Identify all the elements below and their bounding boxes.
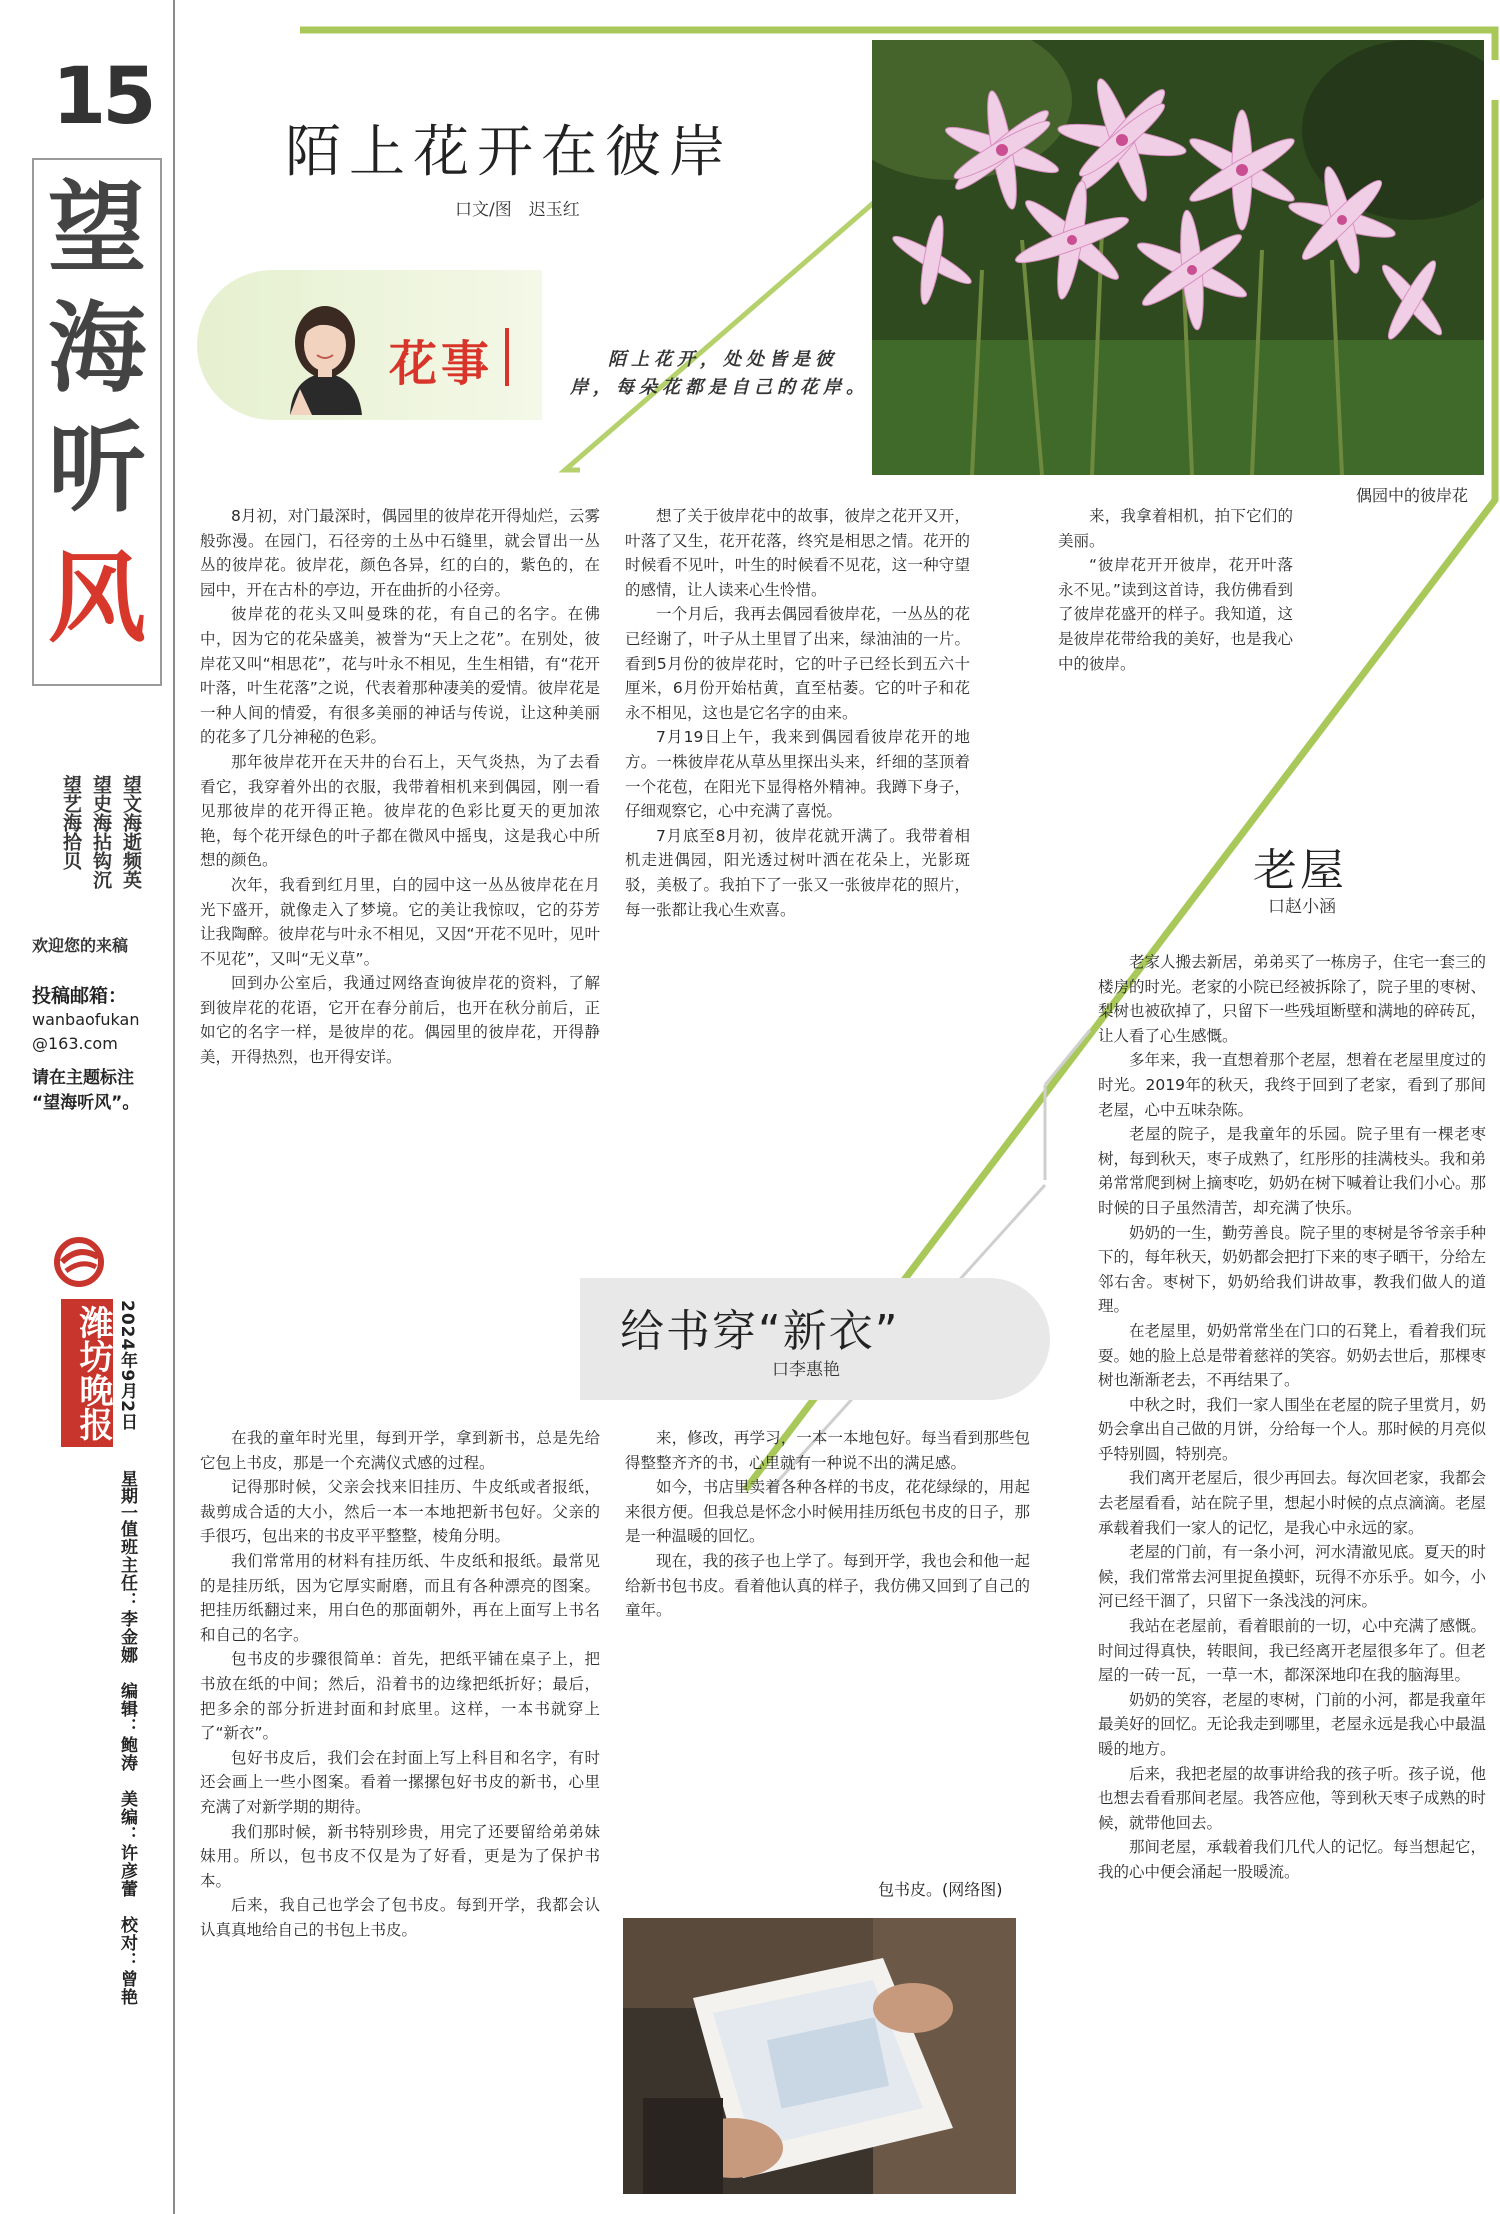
article2-byline: 口赵小涵 (1268, 897, 1336, 917)
paragraph: 中秋之时，我们一家人围坐在老屋的院子里赏月，奶奶会拿出自己做的月饼，分给每一个人。那时候的月亮似乎特别圆，特别亮。 (1098, 1395, 1486, 1463)
paragraph: 后来，我自己也学会了包书皮。每到开学，我都会认认真真地给自己的书包上书皮。 (200, 1896, 600, 1939)
submit-email: @163.com (32, 1034, 118, 1053)
paragraph: 回到办公室后，我通过网络查询彼岸花的资料，了解到彼岸花的花语，它开在春分前后，也开在秋分前后，正如它的名字一样，是彼岸的花。偶园里的彼岸花，开得静美，开得热烈，也开得安详。 (200, 974, 600, 1067)
article1-column-3 (1058, 504, 1293, 804)
paragraph: 我们常常用的材料有挂历纸、牛皮纸和报纸。最常见的是挂历纸，因为它厚实耐磨，而且有各种漂亮的图案。把挂历纸翻过来，用白色的那面朝外，再在上面写上书名和自己的名字。 (200, 1551, 600, 1644)
paragraph: 老屋的门前，有一条小河，河水清澈见底。夏天的时候，我们常常去河里捉鱼摸虾，玩得不亦乐乎。如今，小河已经干涸了，只留下一条浅浅的河床。 (1098, 1543, 1486, 1611)
submit-email: wanbaofukan (32, 1010, 140, 1029)
paragraph: 现在，我的孩子也上学了。每到开学，我也会和他一起给新书包书皮。看着他认真的样子，我仿佛又回到了自己的童年。 (625, 1551, 1030, 1620)
article1-byline: 口文/图 迟玉红 (455, 200, 580, 220)
paragraph: 我们离开老屋后，很少再回去。每次回老家，我都会去老屋看看，站在院子里，想起小时候的点点滴滴。老屋承载着我们一家人的记忆，是我心中永远的家。 (1098, 1469, 1486, 1537)
article2-title: 老屋 (1253, 845, 1347, 896)
paragraph: 我站在老屋前，看着眼前的一切，心中充满了感慨。时间过得真快，转眼间，我已经离开老屋很多年了。但老屋的一砖一瓦，一草一木，都深深地印在我的脑海里。 (1098, 1617, 1486, 1685)
column-name-char: 海 (47, 291, 146, 406)
article3-byline: 口李惠艳 (772, 1360, 840, 1380)
paragraph: 包好书皮后，我们会在封面上写上科目和名字，有时还会画上一些小图案。看着一摞摞包好书皮的新书，心里充满了对新学期的期待。 (200, 1748, 600, 1816)
author-portrait-icon (270, 287, 380, 415)
paragraph: 后来，我把老屋的故事讲给我的孩子听。孩子说，他也想去看看那间老屋。我答应他，等到秋天枣子成熟的时候，就带他回去。 (1098, 1764, 1486, 1832)
paragraph: 想了关于彼岸花中的故事，彼岸之花开又开，叶落了又生，花开花落，终究是相思之情。花开的时候看不见叶，叶生的时候看不见花，这一种守望的感情，让人读来心生怜惜。 (625, 507, 970, 599)
column-tag-bar (505, 328, 509, 386)
article3-column-2 (625, 1426, 1030, 1866)
welcome-text: 欢迎您的来稿 (32, 936, 129, 955)
photo-caption: 偶园中的彼岸花 (1356, 486, 1469, 505)
paragraph: 包书皮的步骤很简单：首先，把纸平铺在桌子上，把书放在纸的中间；然后，沿着书的边缘把纸折好；最后，把多余的部分折进封面和封底里。这样，一本书就穿上了“新衣”。 (200, 1650, 600, 1743)
article1-column-1 (200, 504, 600, 1268)
article1-title: 陌上花开在彼岸 (285, 120, 733, 185)
paragraph: 记得那时候，父亲会找来旧挂历、牛皮纸或者报纸，裁剪成合适的大小，然后一本一本地把新书包好。父亲的手很巧，包出来的书皮平平整整，棱角分明。 (200, 1478, 600, 1546)
column-name-char: 望 (47, 171, 146, 286)
weekday: 星期一 (117, 1470, 137, 1521)
article3-title: 给书穿“新衣” (620, 1306, 900, 1357)
paragraph: “彼岸花开开彼岸，花开叶落永不见。”读到这首诗，我仿佛看到了彼岸花盛开的样子。我知道，这是彼岸花带给我的美好，也是我心中的彼岸。 (1058, 556, 1293, 673)
article3-column-1 (200, 1426, 600, 2196)
paragraph: 如今，书店里卖着各种各样的书皮，花花绿绿的，用起来很方便。但我总是怀念小时候用挂历纸包书皮的日子，那是一种温暖的回忆。 (625, 1478, 1030, 1546)
paragraph: 7月19日上午，我来到偶园看彼岸花开的地方。一株彼岸花从草丛里探出头来，纤细的茎顶着一个花苞，在阳光下显得格外精神。我蹲下身子，仔细观察它，心中充满了喜悦。 (625, 728, 970, 821)
paragraph: 老家人搬去新居，弟弟买了一栋房子，住宅一套三的楼房的时光。老家的小院已经被拆除了，院子里的枣树、梨树也被砍掉了，只留下一些残垣断壁和满地的碎砖瓦，让人看了心生感慨。 (1098, 953, 1486, 1045)
paragraph: 那间老屋，承载着我们几代人的记忆。每当想起它，我的心中便会涌起一股暖流。 (1098, 1838, 1486, 1881)
staff-credits: 值班主任：李金娜 编辑：鲍涛 美编：许彦蕾 校对：曾艳 (117, 1520, 137, 2006)
submit-note: 请在主题标注 (32, 1068, 134, 1088)
article1-blurb: 岸，每朵花都是自己的花岸。 (570, 377, 869, 398)
paragraph: 8月初，对门最深时，偶园里的彼岸花开得灿烂，云雾般弥漫。在园门，石径旁的土丛中石缝里，就会冒出一丛丛的彼岸花。彼岸花，颜色各异，红的白的，紫色的，在园中，开在古朴的亭边，开在曲折的小径旁。 (200, 507, 600, 599)
paragraph: 奶奶的一生，勤劳善良。院子里的枣树是爷爷亲手种下的，每年秋天，奶奶都会把打下来的枣子晒干，分给左邻右舍。枣树下，奶奶给我们讲故事，教我们做人的道理。 (1098, 1223, 1486, 1316)
photo-caption: 包书皮。(网络图) (878, 1880, 1003, 1899)
paragraph: 在老屋里，奶奶常常坐在门口的石凳上，看着我们玩耍。她的脸上总是带着慈祥的笑容。奶奶去世后，那棵枣树也渐渐老去，不再结果了。 (1098, 1321, 1486, 1390)
article1-blurb: 陌上花开，处处皆是彼 (608, 349, 838, 370)
submit-label: 投稿邮箱： (32, 985, 128, 1007)
article1-column-2 (625, 504, 970, 1229)
paragraph: 多年来，我一直想着那个老屋，想着在老屋里度过的时光。2019年的秋天，我终于回到了老家，看到了那间老屋，心中五味杂陈。 (1098, 1051, 1486, 1119)
paragraph: 那年彼岸花开在天井的台石上，天气炎热，为了去看看它，我穿着外出的衣服，我带着相机来到偶园，刚一看见那彼岸的花开得正艳。彼岸花的色彩比夏天的更加浓艳，每个花开绿色的叶子都在微风中摇曳，这是我心中所想的颜色。 (200, 752, 600, 870)
newspaper-logo-text: 潍坊晚报 (61, 1299, 113, 1447)
paragraph: 彼岸花的花头又叫曼珠的花，有自己的名字。在佛中，因为它的花朵盛美，被誉为“天上之花”。在别处，彼岸花又叫“相思花”，花与叶永不相见，生生相错，有“花开叶落，叶生花落”之说，代表着那种凄美的爱情。彼岸花是一种人间的情爱，有很多美丽的神话与传说，让这种美丽的花多了几分神秘的色彩。 (200, 605, 600, 747)
article2-column (1098, 950, 1486, 2200)
wrapping-book-photo (623, 1918, 1016, 2194)
column-tag: 花事 (389, 336, 494, 392)
column-name-char: 听 (47, 411, 146, 526)
column-name-char: 风 (47, 541, 146, 656)
paragraph: 7月底至8月初，彼岸花就开满了。我带着相机走进偶园，阳光透过树叶洒在花朵上，光影斑驳，美极了。我拍下了一张又一张彼岸花的照片，每一张都让我心生欢喜。 (625, 826, 970, 919)
paragraph: 在我的童年时光里，每到开学，拿到新书，总是先给它包上书皮，那是一个充满仪式感的过程。 (200, 1429, 600, 1472)
spider-lily-photo (872, 40, 1484, 475)
paragraph: 次年，我看到红月里，白的园中这一丛丛彼岸花在月光下盛开，就像走入了梦境。它的美让我惊叹，它的芬芳让我陶醉。彼岸花与叶永不相见，又因“开花不见叶，见叶不见花”，又叫“无义草”。 (200, 875, 600, 968)
slogan: 望艺海拾贝 (60, 775, 82, 870)
issue-date: 2024年9月2日 (117, 1300, 137, 1431)
page-number: 15 (52, 52, 153, 142)
paragraph: 来，修改，再学习，一本一本地包好。每当看到那些包得整整齐齐的书，心里就有一种说不出的满足感。 (625, 1429, 1030, 1472)
paragraph: 老屋的院子，是我童年的乐园。院子里有一棵老枣树，每到秋天，枣子成熟了，红彤彤的挂满枝头。我和弟弟常常爬到树上摘枣吃，奶奶在树下喊着让我们小心。那时候的日子虽然清苦，却充满了快乐。 (1098, 1125, 1486, 1217)
submit-note: “望海听风”。 (32, 1093, 140, 1113)
paragraph: 我们那时候，新书特别珍贵，用完了还要留给弟弟妹妹用。所以，包书皮不仅是为了好看，更是为了保护书本。 (200, 1822, 600, 1890)
slogan: 望史海拈钩沉 (90, 775, 112, 889)
slogan: 望文海逝频英 (120, 775, 142, 889)
paragraph: 奶奶的笑容，老屋的枣树，门前的小河，都是我童年最美好的回忆。无论我走到哪里，老屋永远是我心中最温暖的地方。 (1098, 1690, 1486, 1758)
paragraph: 来，我拿着相机，拍下它们的美丽。 (1058, 507, 1293, 550)
paragraph: 一个月后，我再去偶园看彼岸花，一丛丛的花已经谢了，叶子从土里冒了出来，绿油油的一片。看到5月份的彼岸花时，它的叶子已经长到五六十厘米，6月份开始枯黄，直至枯萎。它的叶子和花永不相见，这也是它名字的由来。 (625, 605, 970, 722)
